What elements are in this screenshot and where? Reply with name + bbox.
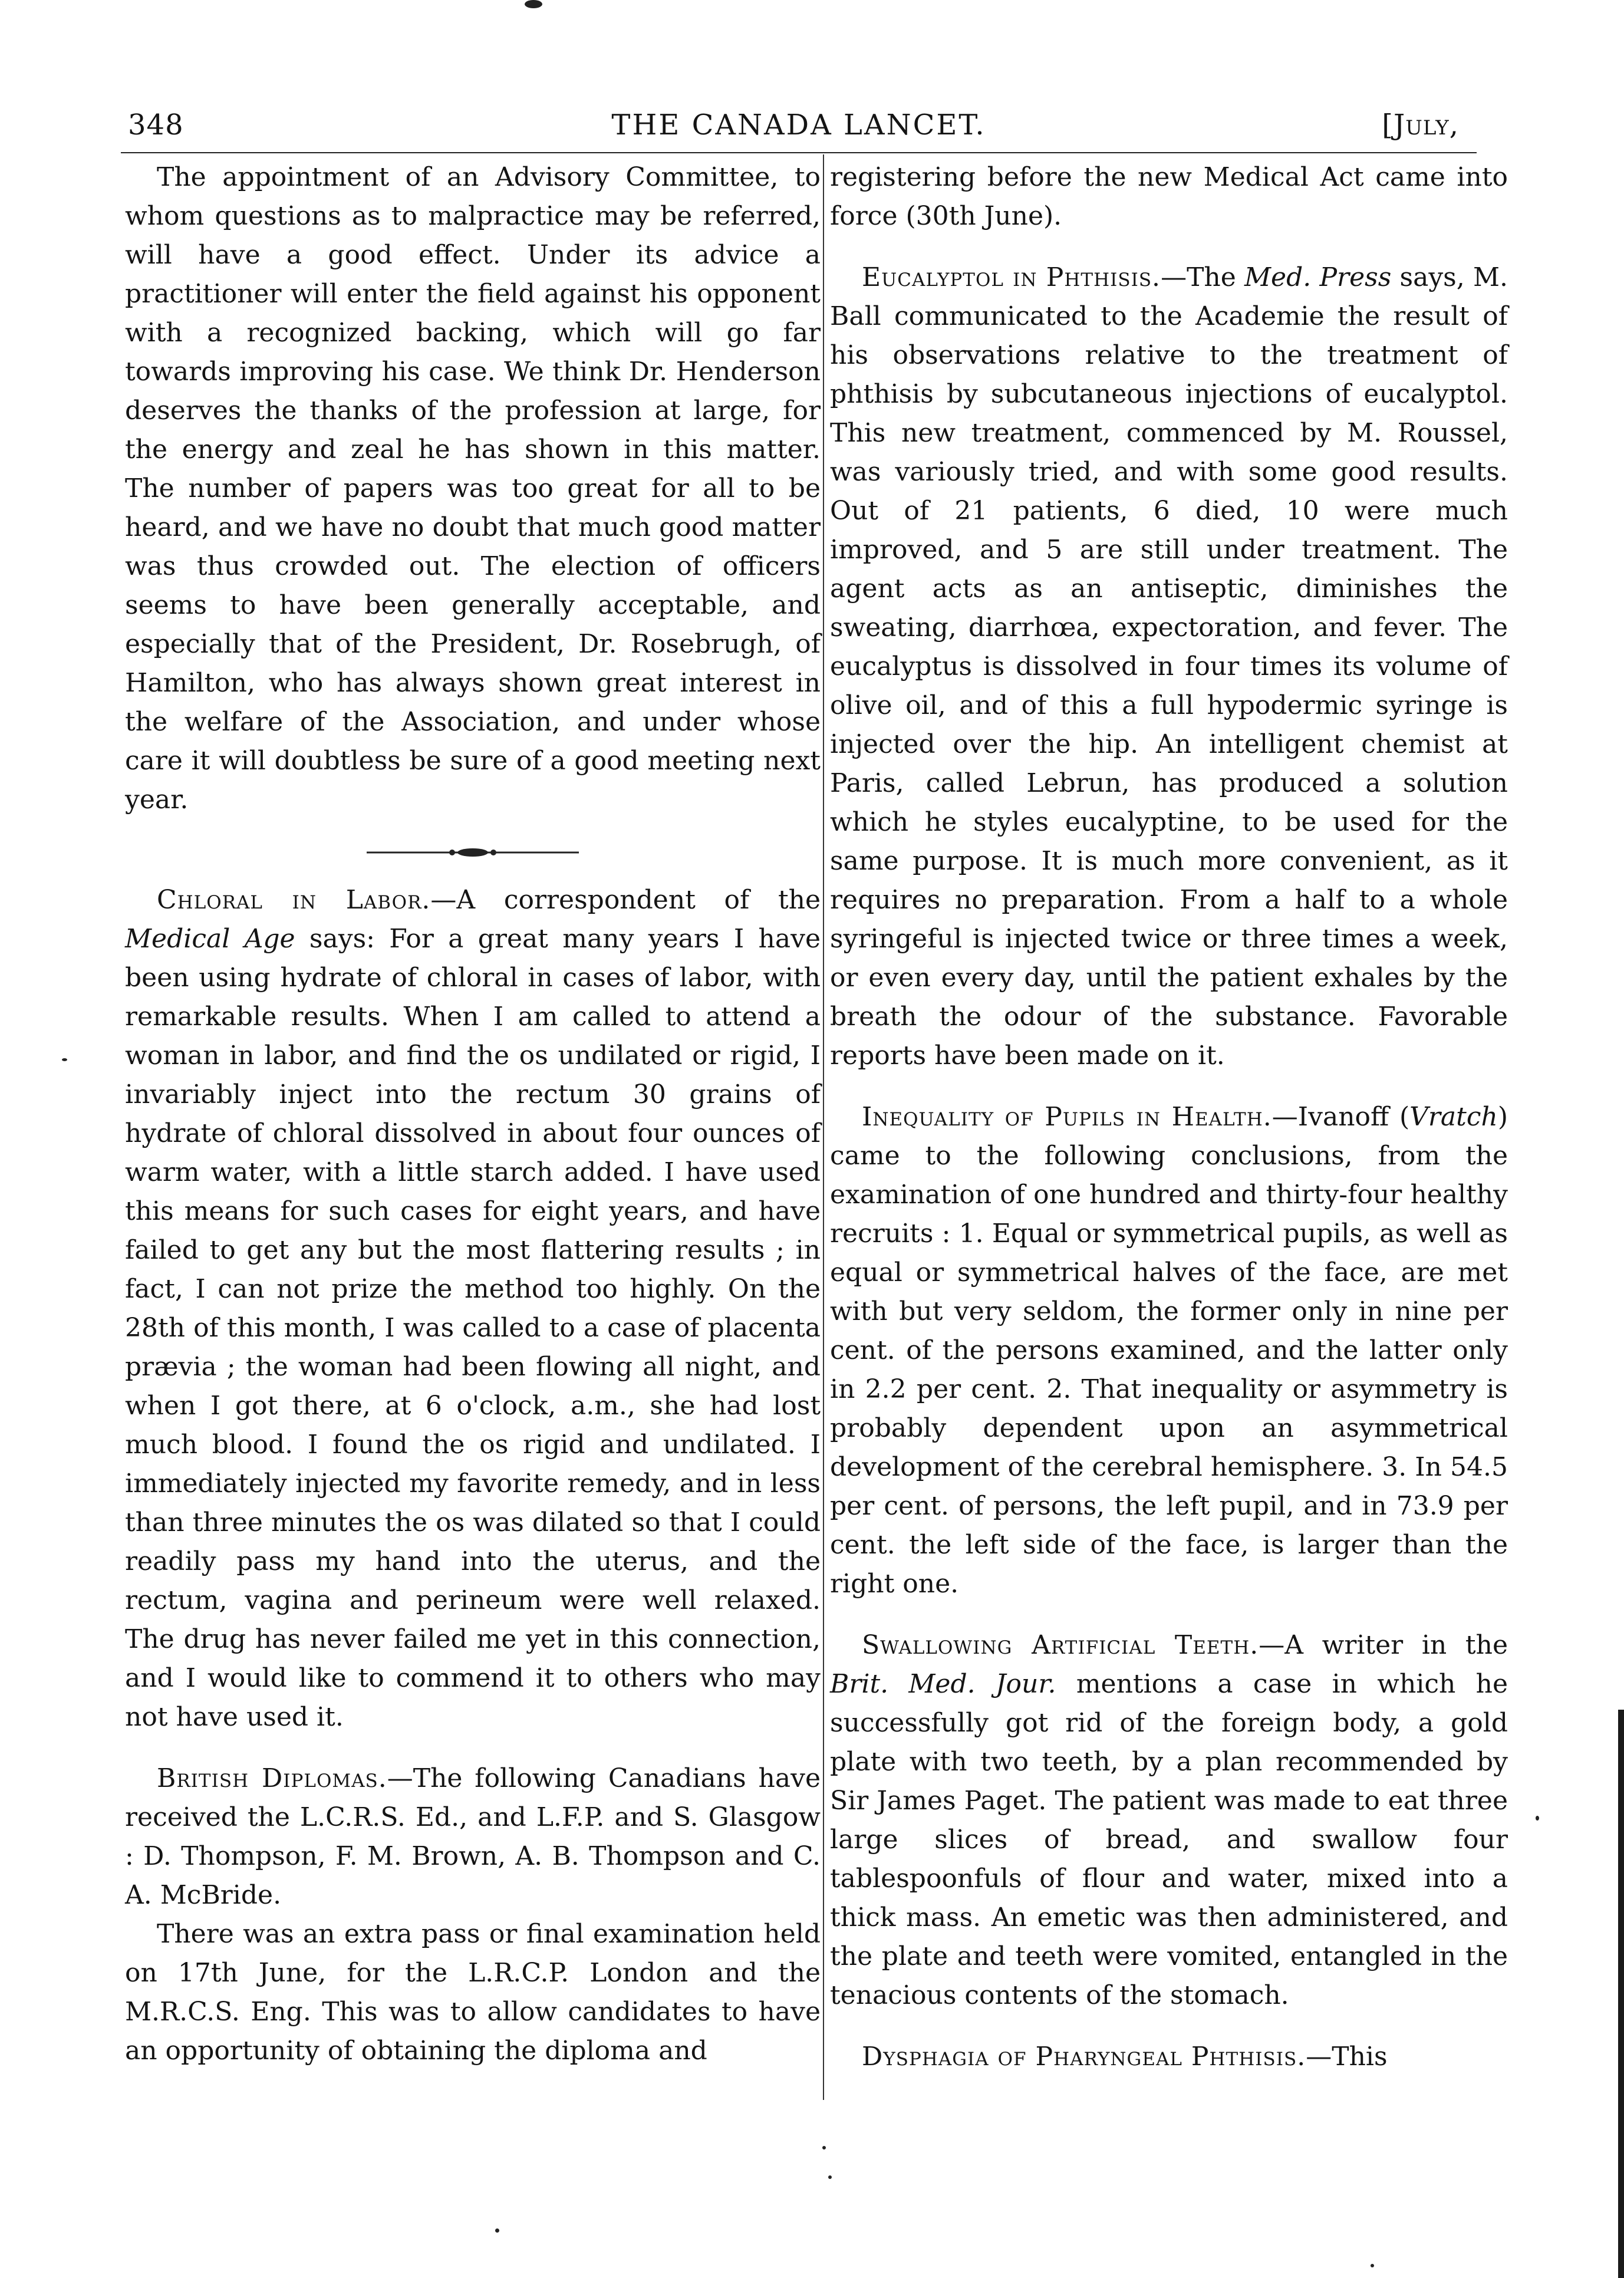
column-divider	[823, 154, 824, 2100]
scan-edge-shadow	[1618, 1710, 1624, 2278]
article-heading: British Diplomas.	[157, 1763, 387, 1793]
journal-title: THE CANADA LANCET.	[611, 108, 986, 141]
source-title: Medical Age	[125, 924, 295, 954]
right-column	[830, 158, 1508, 2076]
source-title: Med. Press	[1244, 262, 1392, 292]
continuation-paragraph: registering before the new Medical Act came into force (30th June).	[830, 162, 1508, 231]
header-rule	[121, 152, 1477, 153]
article-heading: Dysphagia of Pharyngeal Phthisis.	[862, 2042, 1306, 2072]
article-heading: Chloral in Labor.	[157, 885, 431, 915]
dysphagia-article: Dysphagia of Pharyngeal Phthisis.—This	[862, 2042, 1388, 2072]
article-heading: Swallowing Artificial Teeth.	[862, 1630, 1259, 1660]
pupils-article: Inequality of Pupils in Health.—Ivanoff (Vratch) came to the following conclusions, from the examination of one hundred and thirty-four healthy recruits : 1. Equal or symmetrical pupils, as well as equal or symmetrical halves of the face, are met with but very seldom, the former only in nine per cent. of the persons examined, and the latter only in 2.2 per cent. 2. That inequality or asymmetry is probably dependent upon an asymmetrical development of the cerebral hemisphere. 3. In 54.5 per cent. of persons, the left pupil, and in 73.9 per cent. the left side of the face, is larger than the right one.	[830, 1102, 1508, 1599]
article-heading: Eucalyptol in Phthisis.	[862, 262, 1161, 292]
british-diplomas-article: British Diplomas.—The following Canadians have received the L.C.R.S. Ed., and L.F.P. and S. Glasgow : D. Thompson, F. M. Brown, A. B. Thompson and C. A. McBride.	[125, 1763, 821, 1910]
running-header	[121, 101, 1477, 154]
artificial-teeth-article: Swallowing Artificial Teeth.—A writer in the Brit. Med. Jour. mentions a case in which he successfully got rid of the foreign body, a gold plate with two teeth, by a plan recommended by Sir James Paget. The patient was made to eat three large slices of bread, and swallow four tablespoonfuls of flour and water, mixed into a thick mass. An emetic was then administered, and the plate and teeth were vomited, entangled in the tenacious contents of the stomach.	[830, 1630, 1508, 2010]
advisory-committee-paragraph: The appointment of an Advisory Committee, to whom questions as to malpractice may be referred, will have a good effect. Under its advice a practitioner will enter the field against his opponent with a recognized backing, which will go far towards improving his case. We think Dr. Henderson deserves the thanks of the profession at large, for the energy and zeal he has shown in this matter. The number of papers was too great for all to be heard, and we have no doubt that much good matter was thus crowded out. The election of officers seems to have been generally acceptable, and especially that of the President, Dr. Rosebrugh, of Hamilton, who has always shown great interest in the welfare of the Association, and under whose care it will doubtless be sure of a good meeting next year.	[125, 162, 821, 815]
source-title: Vratch	[1409, 1102, 1498, 1132]
source-title: Brit. Med. Jour.	[830, 1669, 1056, 1699]
left-column	[125, 158, 821, 2070]
extra-examination-paragraph: There was an extra pass or final examination held on 17th June, for the L.R.C.P. London and the M.R.C.S. Eng. This was to allow candidates to have an opportunity of obtaining the diploma and	[125, 1919, 821, 2066]
chloral-in-labor-article: Chloral in Labor.—A correspondent of the Medical Age says: For a great many years I have been using hydrate of chloral in cases of labor, with remarkable results. When I am called to attend a woman in labor, and find the os undilated or rigid, I invariably inject into the rectum 30 grains of hydrate of chloral dissolved in about four ounces of warm water, with a little starch added. I have used this means for such cases for eight years, and have failed to get any but the most flattering results ; in fact, I can not prize the method too highly. On the 28th of this month, I was called to a case of placenta prævia ; the woman had been flowing all night, and when I got there, at 6 o'clock, a.m., she had lost much blood. I found the os rigid and undilated. I immediately injected my favorite remedy, and in less than three minutes the os was dilated so that I could readily pass my hand into the uterus, and the rectum, vagina and perineum were well relaxed. The drug has never failed me yet in this connection, and I would like to commend it to others who may not have used it.	[125, 885, 821, 1732]
eucalyptol-article: Eucalyptol in Phthisis.—The Med. Press says, M. Ball communicated to the Academie the result of his observations relative to the treatment of phthisis by subcutaneous injections of eucalyptol. This new treatment, commenced by M. Roussel, was variously tried, and with some good results. Out of 21 patients, 6 died, 10 were much improved, and 5 are still under treatment. The agent acts as an antiseptic, diminishes the sweating, diarrhœa, expectoration, and fever. The eucalyptus is dissolved in four times its volume of olive oil, and of this a full hypodermic syringe is injected over the hip. An intelligent chemist at Paris, called Lebrun, has produced a solution which he styles eucalyptine, to be used for the same purpose. It is much more convenient, as it requires no preparation. From a half to a whole syringeful is injected twice or three times a week, or even every day, until the patient exhales by the breath the odour of the substance. Favorable reports have been made on it.	[830, 262, 1508, 1071]
issue-month: [July,	[1382, 108, 1459, 141]
section-ornament	[367, 847, 579, 858]
page-number: 348	[128, 108, 184, 141]
article-heading: Inequality of Pupils in Health.	[862, 1102, 1272, 1132]
